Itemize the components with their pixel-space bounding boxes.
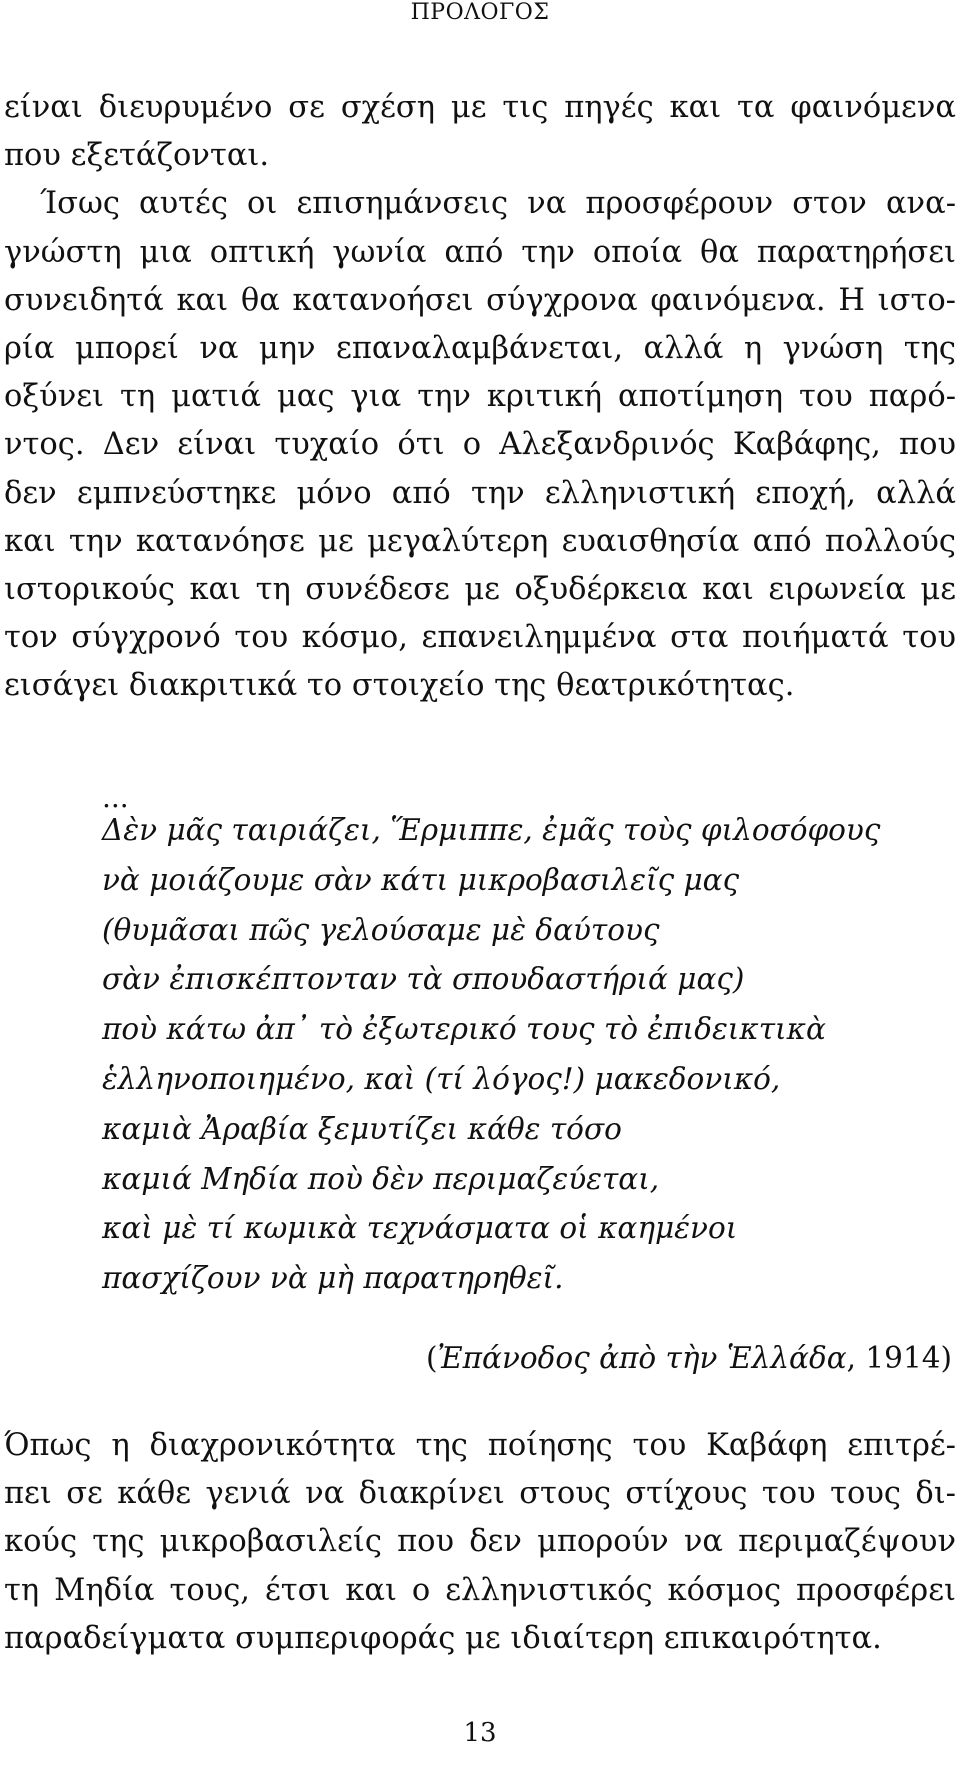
poem-ellipsis: ...: [102, 781, 129, 814]
text-line: ντος. Δεν είναι τυχαίο ότι ο Αλεξανδρινός Καβάφης, που: [4, 427, 956, 463]
text-line: τον σύγχρονό του κόσμο, επανειλημμένα στα ποιήματά του: [4, 620, 956, 656]
poem-line: Δὲν μᾶς ταιριάζει, Ἕρμιππε, ἐμᾶς τοὺς φιλοσόφους: [102, 813, 881, 847]
poem-excerpt: [102, 806, 880, 1304]
text-line: Ίσως αυτές οι επισημάνσεις να προσφέρουν στον ανα-: [40, 186, 956, 222]
citation-title: Ἐπάνοδος ἀπὸ τὴν Ἑλλάδα: [437, 1341, 847, 1375]
text-line: γνώστη μια οπτική γωνία από την οποία θα παρατηρήσει: [4, 234, 956, 270]
text-line: δεν εμπνεύστηκε μόνο από την ελληνιστική εποχή, αλλά: [4, 475, 956, 511]
text-line: παραδείγματα συμπεριφοράς με ιδιαίτερη επικαιρότητα.: [4, 1620, 882, 1656]
poem-line: καμιά Μηδία ποὺ δὲν περιμαζεύεται,: [102, 1161, 660, 1196]
text-line: είναι διευρυμένο σε σχέση με τις πηγές και τα φαινόμενα: [4, 90, 956, 125]
poem-line: νὰ μοιάζουμε σὰν κάτι μικροβασιλεῖς μας: [102, 862, 740, 897]
poem-line: ἑλληνοποιημένο, καὶ (τί λόγος!) μακεδονικό,: [102, 1061, 781, 1096]
poem-citation: [426, 1338, 952, 1378]
text-line: Όπως η διαχρονικότητα της ποίησης του Καβάφη επιτρέ-: [4, 1428, 956, 1463]
text-line: οξύνει τη ματιά μας για την κριτική αποτίμηση του παρό-: [4, 379, 956, 415]
running-head: ΠΡΟΛΟΓΟΣ: [410, 0, 550, 25]
text-line: ιστορικούς και τη συνέδεσε με οξυδέρκεια και ειρωνεία με: [4, 571, 956, 607]
citation-open-paren: (: [425, 1341, 438, 1375]
text-line: εισάγει διακριτικά το στοιχείο της θεατρικότητας.: [4, 668, 795, 704]
page-number: 13: [463, 1718, 497, 1748]
text-line: κούς της μικροβασιλείς που δεν μπορούν να περιμαζέψουν: [4, 1524, 956, 1560]
text-line: ρία μπορεί να μην επαναλαμβάνεται, αλλά η γνώση της: [4, 330, 956, 366]
poem-line: πασχίζουν νὰ μὴ παρατηρηθεῖ.: [102, 1261, 564, 1296]
poem-line: ποὺ κάτω ἀπ᾽ τὸ ἐξωτερικό τους τὸ ἐπιδεικτικὰ: [102, 1012, 826, 1047]
poem-line: καμιὰ Ἀραβία ξεμυτίζει κάθε τόσο: [102, 1111, 622, 1146]
paragraph-prologue-1: [4, 84, 956, 710]
text-line: τη Μηδία τους, έτσι και ο ελληνιστικός κόσμος προσφέρει: [4, 1572, 956, 1608]
text-line: πει σε κάθε γενιά να διακρίνει στους στίχους του τους δι-: [4, 1476, 956, 1512]
citation-year: , 1914): [846, 1341, 952, 1375]
poem-line: καὶ μὲ τί κωμικὰ τεχνάσματα οἱ καημένοι: [102, 1211, 738, 1246]
poem-line: (θυμᾶσαι πῶς γελούσαμε μὲ δαύτους: [102, 912, 660, 947]
poem-line: σὰν ἐπισκέπτονταν τὰ σπουδαστήριά μας): [102, 962, 745, 997]
text-line: συνειδητά και θα κατανοήσει σύγχρονα φαινόμενα. Η ιστο-: [4, 282, 956, 318]
paragraph-prologue-2: [4, 1422, 956, 1663]
text-line: που εξετάζονται.: [4, 138, 270, 174]
text-line: και την κατανόησε με μεγαλύτερη ευαισθησία από πολλούς: [4, 523, 956, 559]
